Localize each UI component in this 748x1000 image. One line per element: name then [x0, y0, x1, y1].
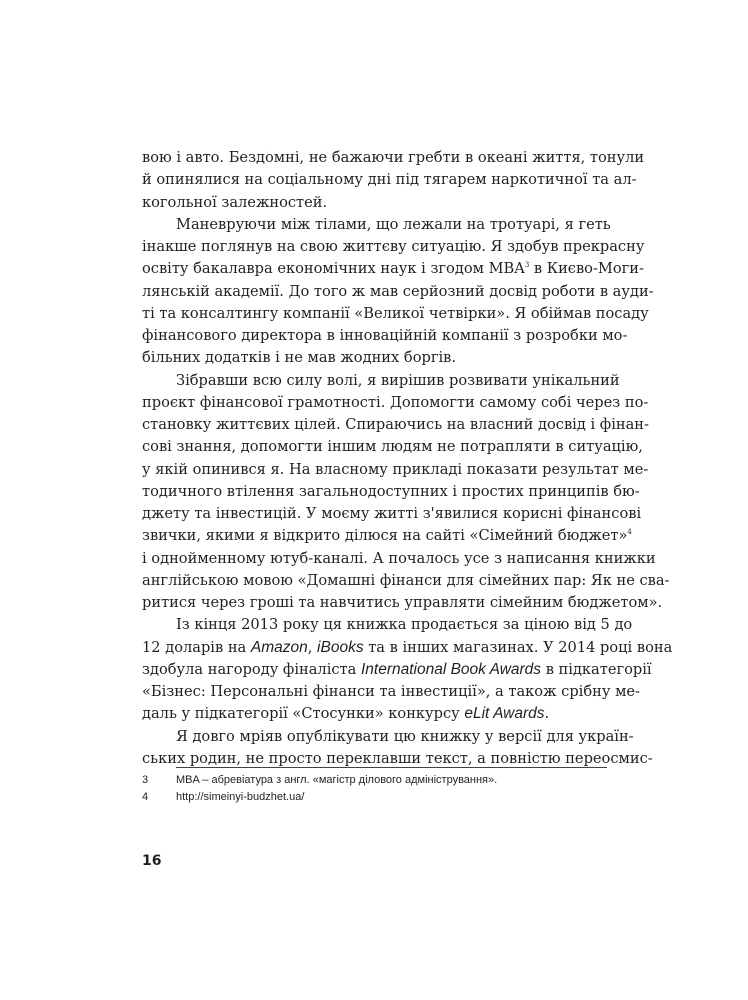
text-segment: проєкт фінансової грамотності. Допомогти самому собі через по- [142, 393, 649, 411]
text-segment: . [544, 705, 550, 723]
text-segment: становку життєвих цілей. Спираючись на власний досвід і фінан- [142, 416, 649, 433]
text-line [142, 525, 632, 547]
text-line [142, 459, 649, 481]
text-segment: вою і авто. Бездомні, не бажаючи гребти в океані життя, тонули [142, 149, 645, 166]
text-segment: когольної залежностей. [142, 193, 328, 211]
text-segment: Зібравши всю силу волі, я вирішив розвивати унікальний [176, 371, 620, 389]
text-line [142, 681, 640, 703]
text-segment: ритися через гроші та навчитись управляти сімейним бюджетом». [142, 594, 663, 611]
text-segment: в підкатегорії [541, 660, 652, 678]
text-segment: в Києво-Моги- [529, 260, 644, 278]
text-segment: «Бізнес: Персональні фінанси та інвестиції», а також срібну ме- [142, 683, 640, 700]
italic-text: Amazon [250, 638, 308, 656]
text-segment: фінансового директора в інноваційній компанії з розробки мо- [142, 327, 628, 344]
text-line [142, 503, 642, 525]
text-line [142, 614, 633, 636]
text-segment: ських родин, не просто переклавши текст, а повністю переосмис- [142, 749, 653, 767]
text-segment: Я довго мріяв опублікувати цю книжку у версії для україн- [176, 727, 634, 745]
footnote-3 [142, 774, 497, 786]
text-line [142, 726, 634, 748]
text-line [142, 281, 654, 303]
text-segment: сові знання, допомогти іншим людям не потрапляти в ситуацію, [142, 438, 643, 456]
text-line [142, 592, 663, 614]
text-line [142, 548, 656, 570]
footnote-4 [142, 791, 304, 803]
text-line [142, 570, 670, 592]
body-text [142, 147, 673, 770]
text-line [142, 637, 673, 659]
text-line [142, 414, 649, 436]
text-line [142, 192, 607, 214]
text-line [142, 659, 652, 681]
text-line [142, 236, 645, 258]
text-line [142, 436, 643, 458]
text-segment: й опинялися на соціальному дні під тягарем наркотичної та ал- [142, 171, 637, 189]
text-line [142, 303, 649, 325]
italic-text: International Book Awards [360, 660, 542, 678]
text-segment: освіту бакалавра економічних наук і згодом MBA [142, 260, 525, 278]
footnote-ref[interactable]: 4 [627, 528, 632, 537]
text-segment: і однойменному ютуб-каналі. А почалось усе з написання книжки [142, 549, 656, 567]
footnote-link[interactable]: http://simeinyi-budzhet.ua/ [176, 791, 305, 803]
text-line [142, 147, 645, 169]
footnote-number: 3 [142, 774, 149, 786]
text-segment: 12 доларів на [142, 638, 251, 656]
text-segment: у якій опинився я. На власному прикладі показати результат ме- [142, 460, 649, 478]
text-segment: звички, якими я відкрито ділюся на сайті «Сімейний бюджет» [142, 527, 628, 545]
text-line [142, 169, 637, 191]
text-segment: , [307, 638, 318, 656]
italic-text: iBooks [317, 638, 364, 656]
text-segment: та в інших магазинах. У 2014 році вона [363, 638, 673, 656]
text-line [142, 481, 640, 503]
text-line [142, 214, 611, 236]
page-number: 16 [142, 853, 162, 869]
text-segment: здобула нагороду фіналіста [142, 660, 361, 678]
text-segment: тодичного втілення загальнодоступних і простих принципів бю- [142, 482, 640, 500]
footnote-number: 4 [142, 791, 149, 803]
italic-text: eLit Awards [464, 705, 545, 723]
text-line [142, 370, 620, 392]
text-segment: ті та консалтингу компанії «Великої четвірки». Я обіймав посаду [142, 304, 649, 322]
text-line [142, 258, 644, 280]
text-segment: даль у підкатегорії «Стосунки» конкурсу [142, 705, 465, 723]
text-line [142, 325, 628, 347]
footnote-text: MBA – абревіатура з англ. «магістр ділового адміністрування». [176, 774, 498, 786]
text-segment: інакше поглянув на свою життєву ситуацію. Я здобув прекрасну [142, 238, 645, 255]
text-line [142, 703, 607, 725]
footnote-divider [176, 767, 607, 768]
text-segment: джету та інвестицій. У моєму житті з'явилися корисні фінансові [142, 505, 642, 522]
text-segment: англійською мовою «Домашні фінанси для сімейних пар: Як не сва- [142, 571, 670, 589]
text-segment: Маневруючи між тілами, що лежали на тротуарі, я геть [176, 215, 611, 233]
text-segment: лянській академії. До того ж мав серйозний досвід роботи в ауди- [142, 282, 654, 300]
text-line [142, 347, 607, 369]
text-segment: Із кінця 2013 року ця книжка продається за ціною від 5 до [176, 616, 633, 634]
footnote-ref[interactable]: 3 [524, 261, 530, 270]
text-line [142, 392, 649, 414]
text-segment: більних додатків і не мав жодних боргів. [142, 349, 456, 367]
